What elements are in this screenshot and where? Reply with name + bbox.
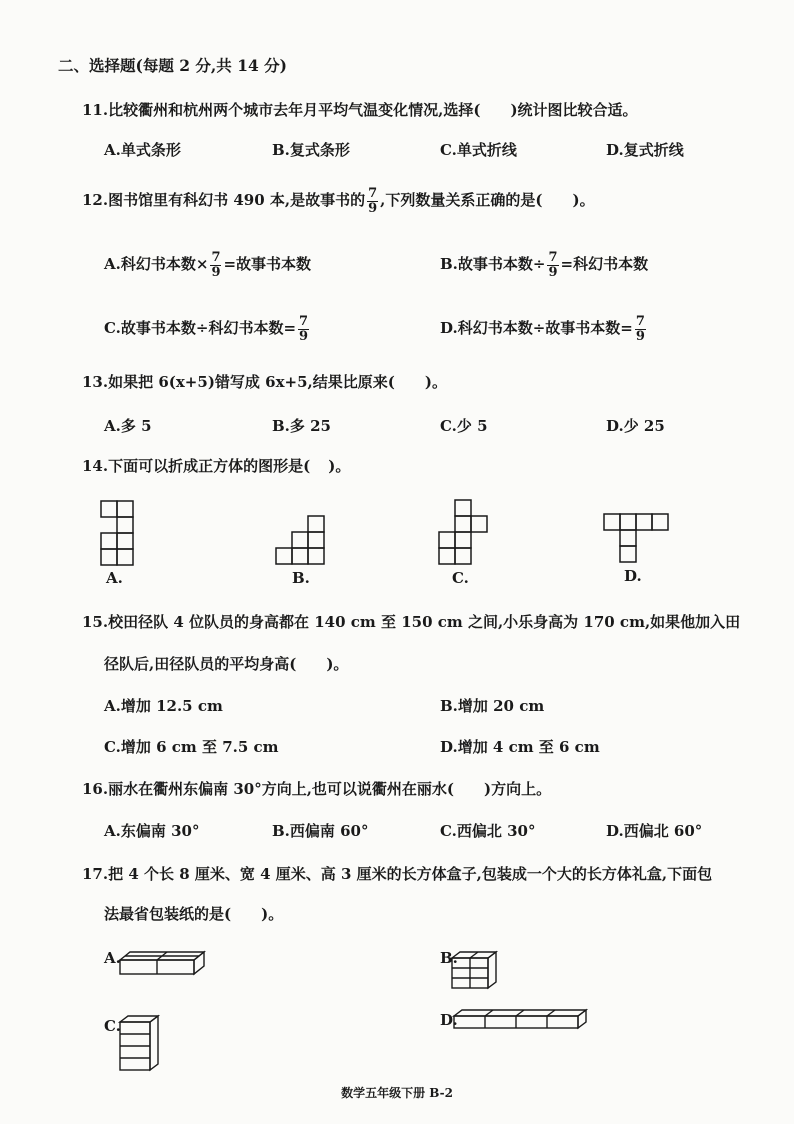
cube-net-c[interactable]: [438, 499, 490, 567]
packing-option-d[interactable]: [452, 1008, 588, 1032]
section-title: 二、选择题(每题 2 分,共 14 分): [58, 56, 288, 75]
q11-option-b[interactable]: B.复式条形: [272, 141, 350, 159]
q12-option-b[interactable]: [440, 247, 648, 281]
question-17-text-line1: 把 4 个长 8 厘米、宽 4 厘米、高 3 厘米的长方体盒子,包装成一个大的长方体礼盒,下面包: [108, 865, 713, 883]
q12-option-a-text-2: =故事书本数: [223, 255, 312, 273]
q15-option-b[interactable]: B.增加 20 cm: [440, 697, 545, 715]
question-17-line2: [104, 904, 283, 924]
fraction-7-9: [298, 315, 309, 344]
q16-option-b[interactable]: B.西偏南 60°: [272, 822, 369, 840]
cube-net-d-label: D.: [624, 567, 642, 585]
fraction-numerator: 7: [368, 185, 378, 201]
q12-option-a-text: A.科幻书本数×: [104, 255, 209, 273]
q13-option-a[interactable]: A.多 5: [104, 417, 152, 435]
question-17-number: 17.: [82, 865, 109, 883]
question-16-text: 丽水在衢州东偏南 30°方向上,也可以说衢州在丽水(: [108, 780, 455, 798]
q12-option-b-text: B.故事书本数÷: [440, 255, 546, 273]
cube-net-b-label: B.: [292, 569, 310, 587]
question-15: [82, 612, 740, 632]
q15-option-c[interactable]: C.增加 6 cm 至 7.5 cm: [104, 738, 279, 756]
question-15-text-line1: 校田径队 4 位队员的身高都在 140 cm 至 150 cm 之间,小乐身高为 170 cm,如果他加入田: [108, 613, 741, 631]
question-16-text-end: )方向上。: [484, 780, 552, 798]
fraction-7-9: [210, 251, 221, 280]
question-16: [82, 779, 551, 799]
fraction-7-9: [635, 315, 646, 344]
question-12-text: 图书馆里有科幻书 490 本,是故事书的: [108, 191, 366, 209]
packing-c-label: C.: [104, 1017, 121, 1035]
fraction-numerator: 7: [635, 313, 645, 329]
fraction-denominator: 9: [299, 328, 309, 344]
q13-option-b[interactable]: B.多 25: [272, 417, 331, 435]
question-12: [82, 183, 595, 217]
question-13-text-end: )。: [424, 373, 447, 391]
q12-option-a[interactable]: [104, 247, 311, 281]
question-12-text-2: ,下列数量关系正确的是(: [380, 191, 543, 209]
fraction-numerator: 7: [211, 249, 221, 265]
question-11-text-end: )统计图比较合适。: [510, 101, 638, 119]
fraction-denominator: 9: [211, 264, 221, 280]
question-12-text-end: )。: [572, 191, 595, 209]
question-11-number: 11.: [82, 101, 109, 119]
question-14: [82, 456, 350, 476]
cube-net-c-label: C.: [452, 569, 469, 587]
fraction-denominator: 9: [548, 264, 558, 280]
q12-option-c[interactable]: [104, 311, 311, 345]
cube-net-b[interactable]: [275, 515, 327, 567]
q12-option-d-text: D.科幻书本数÷故事书本数=: [440, 319, 633, 337]
question-15-text-end: )。: [326, 655, 349, 673]
fraction-7-9: [547, 251, 558, 280]
fraction-numerator: 7: [548, 249, 558, 265]
question-17-text-end: )。: [261, 905, 284, 923]
q16-option-a[interactable]: A.东偏南 30°: [104, 822, 200, 840]
fraction-denominator: 9: [368, 200, 378, 216]
page-footer: 数学五年级下册 B-2: [341, 1086, 453, 1100]
cube-net-d[interactable]: [603, 513, 671, 565]
packing-a-label: A.: [104, 949, 121, 967]
fraction-numerator: 7: [299, 313, 309, 329]
question-17-text-line2: 法最省包装纸的是(: [104, 905, 232, 923]
question-14-text-end: )。: [328, 457, 351, 475]
question-11-text: 比较衢州和杭州两个城市去年月平均气温变化情况,选择(: [108, 101, 481, 119]
packing-option-a[interactable]: [118, 950, 208, 980]
cube-net-a-label: A.: [106, 569, 123, 587]
packing-b-label: B.: [440, 949, 458, 967]
q16-option-d[interactable]: D.西偏北 60°: [606, 822, 703, 840]
question-15-line2: [104, 654, 348, 674]
q16-option-c[interactable]: C.西偏北 30°: [440, 822, 536, 840]
question-13-text: 如果把 6(x+5)错写成 6x+5,结果比原来(: [108, 373, 395, 391]
q11-option-a[interactable]: A.单式条形: [104, 141, 181, 159]
cube-net-a[interactable]: [100, 500, 140, 570]
question-12-number: 12.: [82, 191, 109, 209]
q12-option-b-text-2: =科幻书本数: [560, 255, 649, 273]
q12-option-d[interactable]: [440, 311, 648, 345]
question-11: [82, 100, 638, 120]
question-14-number: 14.: [82, 457, 109, 475]
q15-option-d[interactable]: D.增加 4 cm 至 6 cm: [440, 738, 600, 756]
q12-option-c-text: C.故事书本数÷科幻书本数=: [104, 319, 297, 337]
question-15-number: 15.: [82, 613, 109, 631]
q13-option-c[interactable]: C.少 5: [440, 417, 488, 435]
question-16-number: 16.: [82, 780, 109, 798]
q11-option-c[interactable]: C.单式折线: [440, 141, 517, 159]
fraction-7-9: [367, 187, 378, 216]
fraction-denominator: 9: [635, 328, 645, 344]
packing-option-c[interactable]: [118, 1014, 162, 1074]
question-14-text: 下面可以折成正方体的图形是(: [108, 457, 311, 475]
packing-d-label: D.: [440, 1011, 458, 1029]
q15-option-a[interactable]: A.增加 12.5 cm: [104, 697, 223, 715]
packing-option-b[interactable]: [450, 950, 500, 994]
question-17: [82, 864, 712, 884]
question-13-number: 13.: [82, 373, 109, 391]
q13-option-d[interactable]: D.少 25: [606, 417, 665, 435]
question-13: [82, 372, 447, 392]
question-15-text-line2: 径队后,田径队员的平均身高(: [104, 655, 297, 673]
q11-option-d[interactable]: D.复式折线: [606, 141, 684, 159]
